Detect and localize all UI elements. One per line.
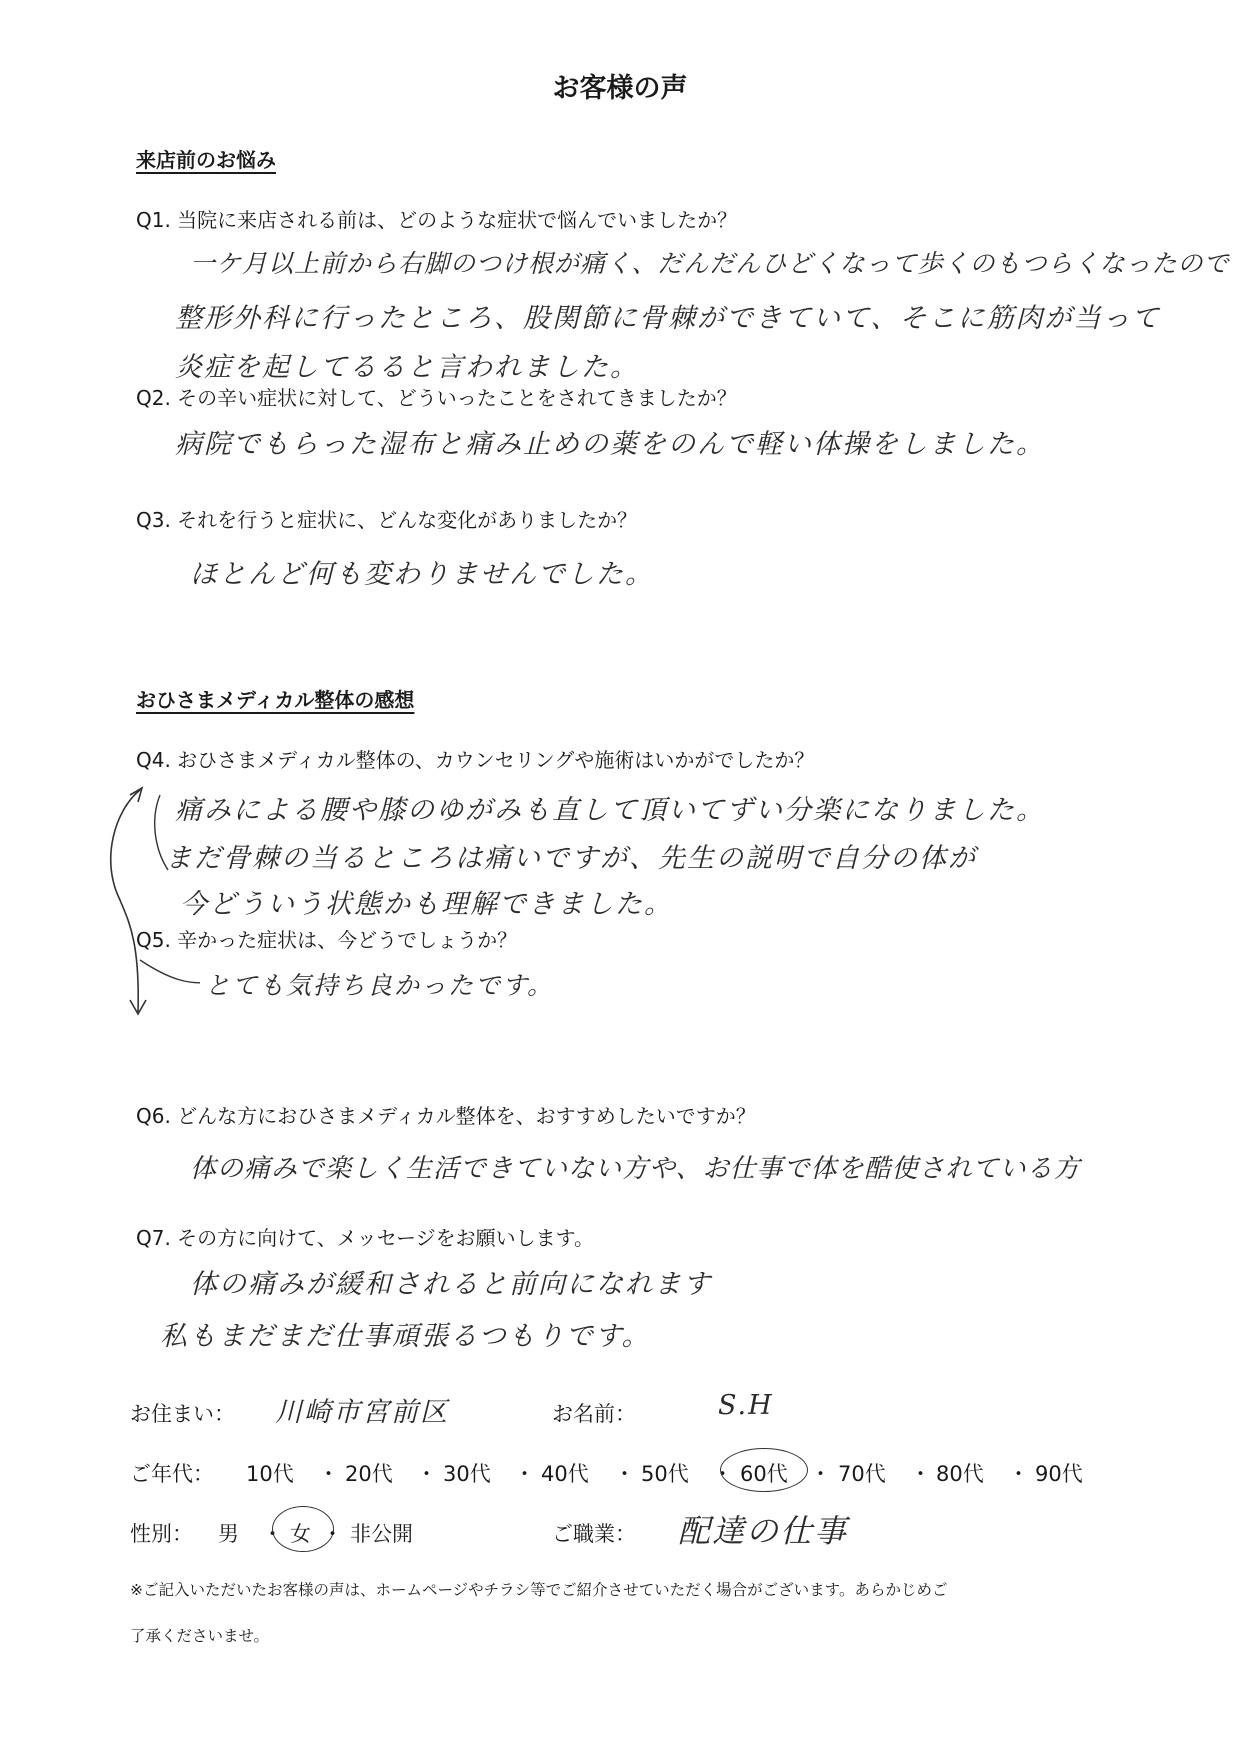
question-q3: Q3. それを行うと症状に、どんな変化がありましたか？ (136, 508, 638, 532)
answer-q6: 体の痛みで楽しく生活できていない方や、お仕事で体を酷使されている方 (190, 1154, 1081, 1184)
age-option: 90代 (1035, 1462, 1083, 1486)
residence-value: 川崎市宮前区 (275, 1397, 449, 1428)
question-q4: Q4. おひさまメディカル整体の、カウンセリングや施術はいかがでしたか？ (136, 748, 815, 772)
name-value: S.H (718, 1390, 774, 1421)
age-option: 10代 (246, 1462, 294, 1486)
age-separator: ・ (910, 1462, 931, 1486)
gender-option: 男 (218, 1522, 239, 1546)
age-option: 70代 (838, 1462, 886, 1486)
answer-q1-line-1: 一ケ月以上前から右脚のつけ根が痛く、だんだんひどくなって歩くのもつらくなったので (190, 249, 1230, 278)
name-label: お名前： (552, 1402, 636, 1426)
answer-q4-line-2: まだ骨棘の当るところは痛いですが、先生の説明で自分の体が (165, 843, 977, 874)
question-q2: Q2. その辛い症状に対して、どういったことをされてきましたか？ (136, 386, 737, 410)
age-option-selected: 60代 (740, 1462, 788, 1486)
answer-q5: とても気持ち良かったです。 (205, 971, 555, 1000)
handdrawn-arrow-icon (0, 0, 200, 1040)
disclaimer-line-2: 了承くださいませ。 (130, 1627, 270, 1645)
age-option: 20代 (345, 1462, 393, 1486)
age-separator: ・ (810, 1462, 831, 1486)
question-q5: Q5. 辛かった症状は、今どうでしょうか？ (136, 928, 518, 952)
question-q7: Q7. その方に向けて、メッセージをお願いします。 (136, 1226, 594, 1250)
age-separator: ・ (712, 1462, 733, 1486)
residence-label: お住まい： (130, 1402, 235, 1426)
age-option: 40代 (541, 1462, 589, 1486)
answer-q4-line-1: 痛みによる腰や膝のゆがみも直して頂いてずい分楽になりました。 (175, 795, 1045, 826)
age-option: 80代 (936, 1462, 984, 1486)
section-heading-before-visit: 来店前のお悩み (136, 148, 276, 172)
age-label: ご年代： (130, 1462, 214, 1486)
answer-q1-line-3: 炎症を起してるると言われました。 (175, 352, 639, 383)
age-option: 50代 (641, 1462, 689, 1486)
age-separator: ・ (318, 1462, 339, 1486)
occupation-label: ご職業： (552, 1522, 636, 1546)
page-title: お客様の声 (552, 73, 688, 104)
disclaimer-line-1: ※ご記入いただいたお客様の声は、ホームページやチラシ等でご紹介させていただく場合がございます。あらかじめご (130, 1581, 948, 1599)
question-q1: Q1. 当院に来店される前は、どのような症状で悩んでいましたか？ (136, 208, 738, 232)
answer-q1-line-2: 整形外科に行ったところ、股関節に骨棘ができていて、そこに筋肉が当って (175, 303, 1161, 334)
gender-label: 性別： (130, 1522, 193, 1546)
question-q6: Q6. どんな方におひさまメディカル整体を、おすすめしたいですか？ (136, 1104, 756, 1128)
age-separator: ・ (614, 1462, 635, 1486)
age-separator: ・ (416, 1462, 437, 1486)
gender-option-selected: 女 (290, 1522, 311, 1546)
gender-separator: ・ (262, 1522, 283, 1546)
answer-q3: ほとんど何も変わりませんでした。 (190, 559, 654, 590)
section-heading-impressions: おひさまメディカル整体の感想 (136, 688, 415, 712)
answer-q7-line-1: 体の痛みが緩和されると前向になれます (190, 1269, 712, 1300)
age-separator: ・ (1008, 1462, 1029, 1486)
gender-option: 非公開 (350, 1522, 413, 1546)
age-separator: ・ (514, 1462, 535, 1486)
answer-q2: 病院でもらった湿布と痛み止めの薬をのんで軽い体操をしました。 (175, 429, 1045, 460)
answer-q4-line-3: 今どういう状態かも理解できました。 (180, 889, 673, 920)
gender-separator: ・ (322, 1522, 343, 1546)
age-option: 30代 (443, 1462, 491, 1486)
occupation-value: 配達の仕事 (678, 1512, 849, 1550)
answer-q7-line-2: 私もまだまだ仕事頑張るつもりです。 (160, 1321, 651, 1352)
